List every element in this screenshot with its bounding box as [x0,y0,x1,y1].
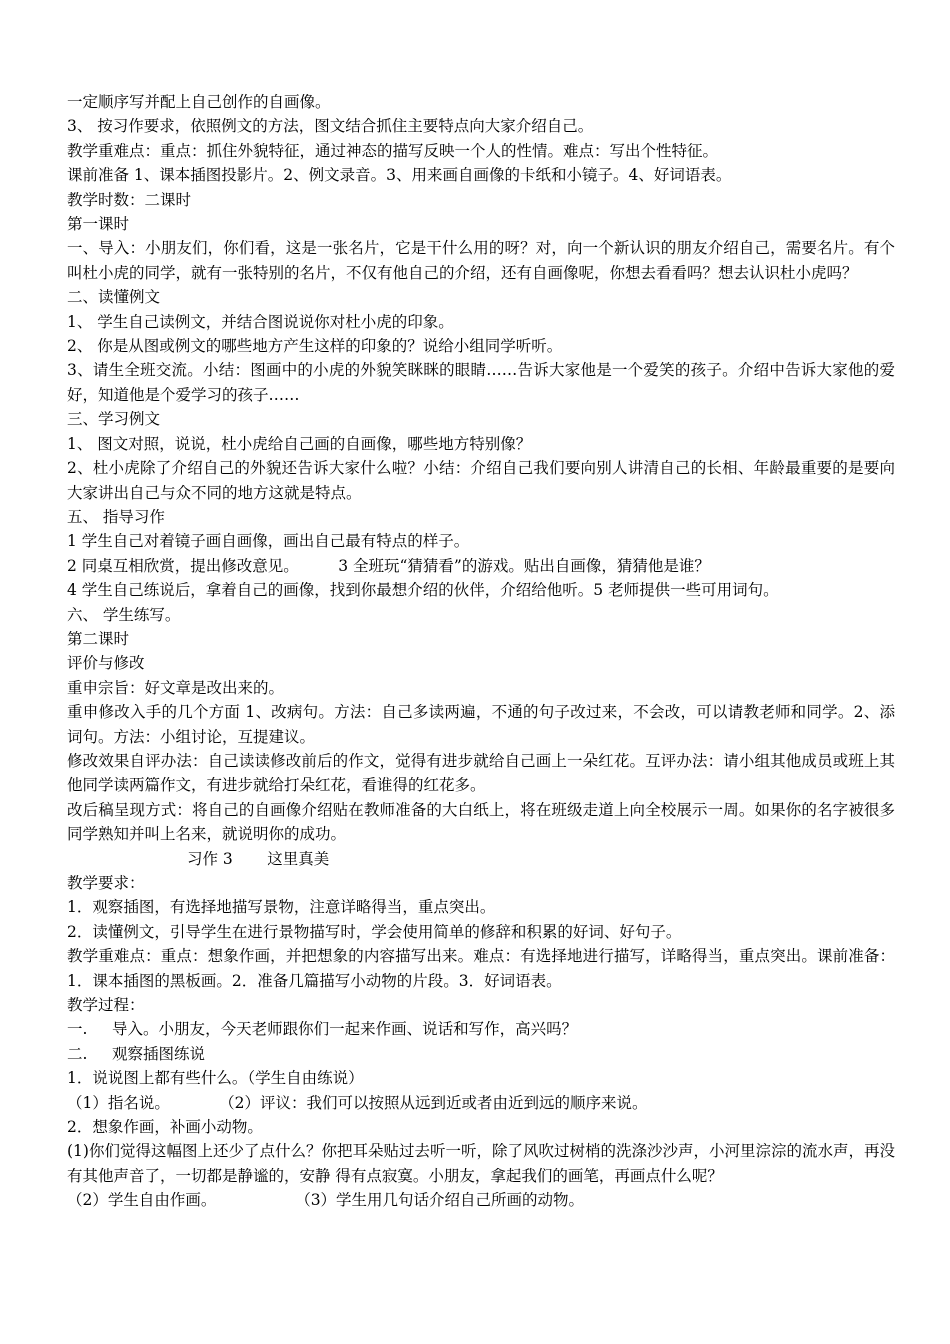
document-page [67,90,895,1213]
lesson-title: 习作 3 这里真美 [187,849,330,868]
text-paragraph: 修改效果自评办法：自己读读修改前后的作文，觉得有进步就给自己画上一朵红花。互评办法：请小组其他成员或班上其他同学读两篇作文，有进步就给打朵红花，看谁得的红花多。 [67,751,895,795]
text-line: 教学时数：二课时 [67,190,192,209]
text-line: （1）指名说。 （2）评议：我们可以按照从远到近或者由近到远的顺序来说。 [67,1093,648,1112]
section-heading: 教学过程： [67,996,145,1015]
text-line: 1 学生自己对着镜子画自画像，画出自己最有特点的样子。 [67,532,470,551]
section-heading: 第二课时 [67,629,130,648]
text-line: 1．观察插图，有选择地描写景物，注意详略得当，重点突出。 [67,898,496,917]
text-line: 教学重难点：重点：抓住外貌特征，通过神态的描写反映一个人的性情。难点：写出个性特征。 [67,141,719,160]
section-heading: 第一课时 [67,215,130,234]
section-heading: 三、学习例文 [67,410,161,429]
text-paragraph: 教学重难点：重点：想象作画，并把想象的内容描写出来。难点：有选择地进行描写，详略得当，重点突出。课前准备：1．课本插图的黑板画。2．准备几篇描写小动物的片段。3．好词语表。 [67,947,895,990]
text-line: 1、 学生自己读例文，并结合图说说你对杜小虎的印象。 [67,312,454,331]
text-line: 课前准备 1、课本插图投影片。2、例文录音。3、用来画自画像的卡纸和小镜子。4、好词语表。 [67,166,732,185]
text-line: （2）学生自由作画。 （3）学生用几句话介绍自己所画的动物。 [67,1191,585,1210]
text-paragraph: (1)你们觉得这幅图上还少了点什么？你把耳朵贴过去听一听，除了风吹过树梢的洗涤沙沙声，小河里淙淙的流水声，再没有其他声音了，一切都是静谧的，安静 得有点寂寞。小朋友，拿起我们的画笔，再画点什么呢？ [67,1142,895,1185]
text-line: 2．想象作画，补画小动物。 [67,1118,263,1137]
text-line: 二. 观察插图练说 [67,1044,206,1063]
text-line: 六、 学生练写。 [67,605,181,624]
section-heading: 二、读懂例文 [67,288,161,307]
text-line: 3、 按习作要求，依照例文的方法，图文结合抓住主要特点向大家介绍自己。 [67,117,594,136]
text-paragraph: 重申修改入手的几个方面 1、改病句。方法：自己多读两遍，不通的句子改过来，不会改，可以请教老师和同学。2、添词句。方法：小组讨论，互提建议。 [67,703,895,746]
text-line: 2、 你是从图或例文的哪些地方产生这样的印象的？说给小组同学听听。 [67,337,563,356]
text-paragraph: 改后稿呈现方式：将自己的自画像介绍贴在教师准备的大白纸上，将在班级走道上向全校展示一周。如果你的名字被很多同学熟知并叫上名来，就说明你的成功。 [67,800,895,844]
text-line: 1．说说图上都有些什么。（学生自由练说） [67,1069,364,1088]
text-line: 一. 导入。小朋友，今天老师跟你们一起来作画、说话和写作，高兴吗？ [67,1020,578,1039]
text-line: 2 同桌互相欣赏，提出修改意见。 3 全班玩“猜猜看”的游戏。贴出自画像，猜猜他是谁？ [67,556,710,575]
section-heading: 五、 指导习作 [67,507,165,526]
text-paragraph: 3、请生全班交流。小结：图画中的小虎的外貌笑眯眯的眼睛……告诉大家他是一个爱笑的孩子。介绍中告诉大家他的爱好，知道他是个爱学习的孩子…… [67,361,895,404]
text-line: 1、 图文对照，说说，杜小虎给自己画的自画像，哪些地方特别像？ [67,434,532,453]
text-line: 一定顺序写并配上自己创作的自画像。 [67,93,331,111]
text-line: 评价与修改 [67,654,145,673]
text-line: 重申宗旨：好文章是改出来的。 [67,678,285,697]
text-line: 4 学生自己练说后，拿着自己的画像，找到你最想介绍的伙伴，介绍给他听。5 老师提供一些可用词句。 [67,581,779,600]
text-paragraph: 一、导入：小朋友们，你们看，这是一张名片，它是干什么用的呀？对，向一个新认识的朋友介绍自己，需要名片。有个叫杜小虎的同学，就有一张特别的名片，不仅有他自己的介绍，还有自画像呢，你想去看看吗？想去认识杜小虎吗？ [67,239,895,282]
text-line: 2．读懂例文，引导学生在进行景物描写时，学会使用简单的修辞和积累的好词、好句子。 [67,922,682,941]
text-paragraph: 2、杜小虎除了介绍自己的外貌还告诉大家什么啦？小结：介绍自己我们要向别人讲清自己的长相、年龄最重要的是要向大家讲出自己与众不同的地方这就是特点。 [67,459,895,502]
section-heading: 教学要求： [67,874,145,892]
